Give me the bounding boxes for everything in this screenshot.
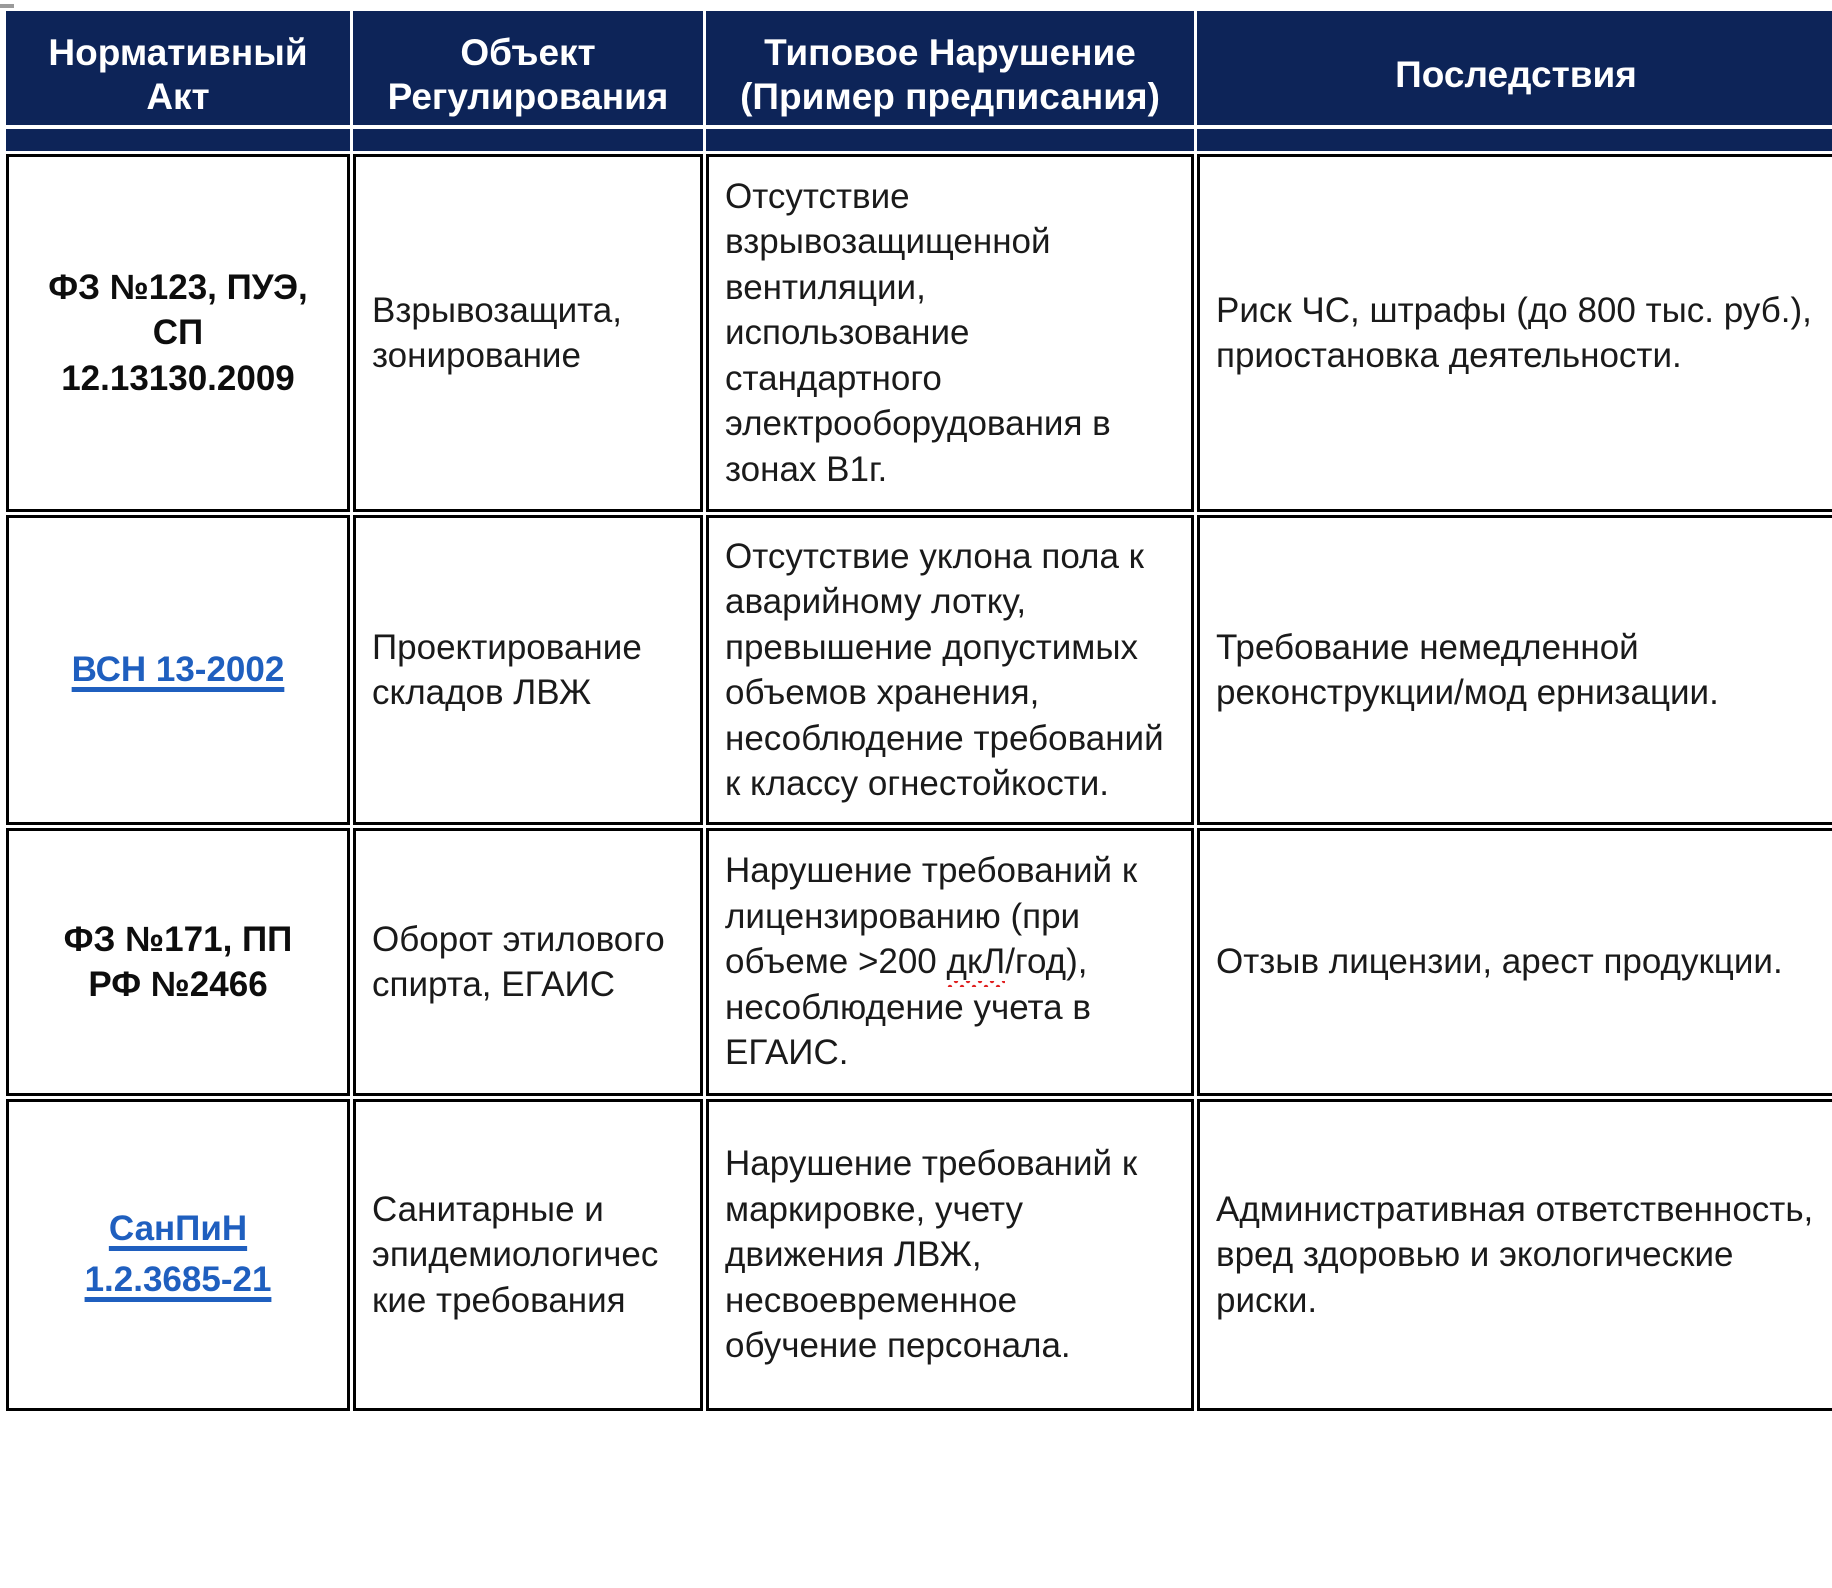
cell-violation <box>706 828 1194 1096</box>
cell-violation: Отсутствие взрывозащищенной вентиляции, использование стандартного электрооборудования в зонах В1г. <box>706 154 1194 512</box>
violation-segment-misspelled: дкЛ <box>946 942 1006 982</box>
column-header-object <box>353 11 703 151</box>
column-header-act-line-2: Акт <box>146 76 210 117</box>
cell-violation: Отсутствие уклона пола к аварийному лотку, превышение допустимых объемов хранения, несоблюдение требований к классу огнестойкости. <box>706 515 1194 825</box>
table-row <box>6 828 1832 1096</box>
regulatory-requirements-table <box>3 8 1832 1414</box>
cell-consequence: Отзыв лицензии, арест продукции. <box>1197 828 1832 1096</box>
header-row <box>6 11 1832 151</box>
table-header <box>6 11 1832 151</box>
column-header-object-line-1: Объект <box>460 32 596 74</box>
act-line-2: СП <box>152 313 204 353</box>
table-row <box>6 515 1832 825</box>
cell-act <box>6 515 350 825</box>
act-line-3: 12.13130.2009 <box>61 358 295 398</box>
column-header-violation-line-2: (Пример предписания) <box>740 76 1160 117</box>
cell-consequence: Административная ответственность, вред здоровью и экологические риски. <box>1197 1099 1832 1411</box>
column-header-consequence <box>1197 11 1832 151</box>
act-document-link[interactable] <box>85 1204 272 1306</box>
table-body <box>6 154 1832 1411</box>
column-header-act <box>6 11 350 151</box>
cell-consequence: Риск ЧС, штрафы (до 800 тыс. руб.), приостановка деятельности. <box>1197 154 1832 512</box>
act-document-link[interactable]: ВСН 13-2002 <box>71 650 285 690</box>
act-link-line-1: СанПиН <box>108 1209 248 1249</box>
cell-object: Проектирование складов ЛВЖ <box>353 515 703 825</box>
column-header-consequence-line-1: Последствия <box>1395 54 1637 96</box>
table-row <box>6 1099 1832 1411</box>
cell-consequence: Требование немедленной реконструкции/мод ернизации. <box>1197 515 1832 825</box>
cell-violation: Нарушение требований к маркировке, учету движения ЛВЖ, несвоевременное обучение персонала. <box>706 1099 1194 1411</box>
violation-segment-1: Нарушение требований к лицензированию (при объеме >200 <box>725 851 1138 982</box>
column-header-object-line-2: Регулирования <box>387 76 669 117</box>
act-line-1: ФЗ №171, ПП <box>63 919 293 959</box>
cell-object: Оборот этилового спирта, ЕГАИС <box>353 828 703 1096</box>
violation-segment-3: /год), несоблюдение учета в ЕГАИС. <box>725 942 1091 1073</box>
cell-object: Взрывозащита, зонирование <box>353 154 703 512</box>
column-header-violation <box>706 11 1194 151</box>
column-header-act-line-1: Нормативный <box>48 32 308 74</box>
cell-object: Санитарные и эпидемиологичес кие требования <box>353 1099 703 1411</box>
cell-act <box>6 828 350 1096</box>
page-edge-artifact <box>0 4 14 8</box>
table-row <box>6 154 1832 512</box>
cell-act <box>6 1099 350 1411</box>
act-link-line-2: 1.2.3685-21 <box>84 1260 272 1299</box>
act-line-2: РФ №2466 <box>88 965 268 1004</box>
cell-act <box>6 154 350 512</box>
column-header-violation-line-1: Типовое Нарушение <box>764 32 1136 74</box>
act-line-1: ФЗ №123, ПУЭ, <box>48 267 308 307</box>
